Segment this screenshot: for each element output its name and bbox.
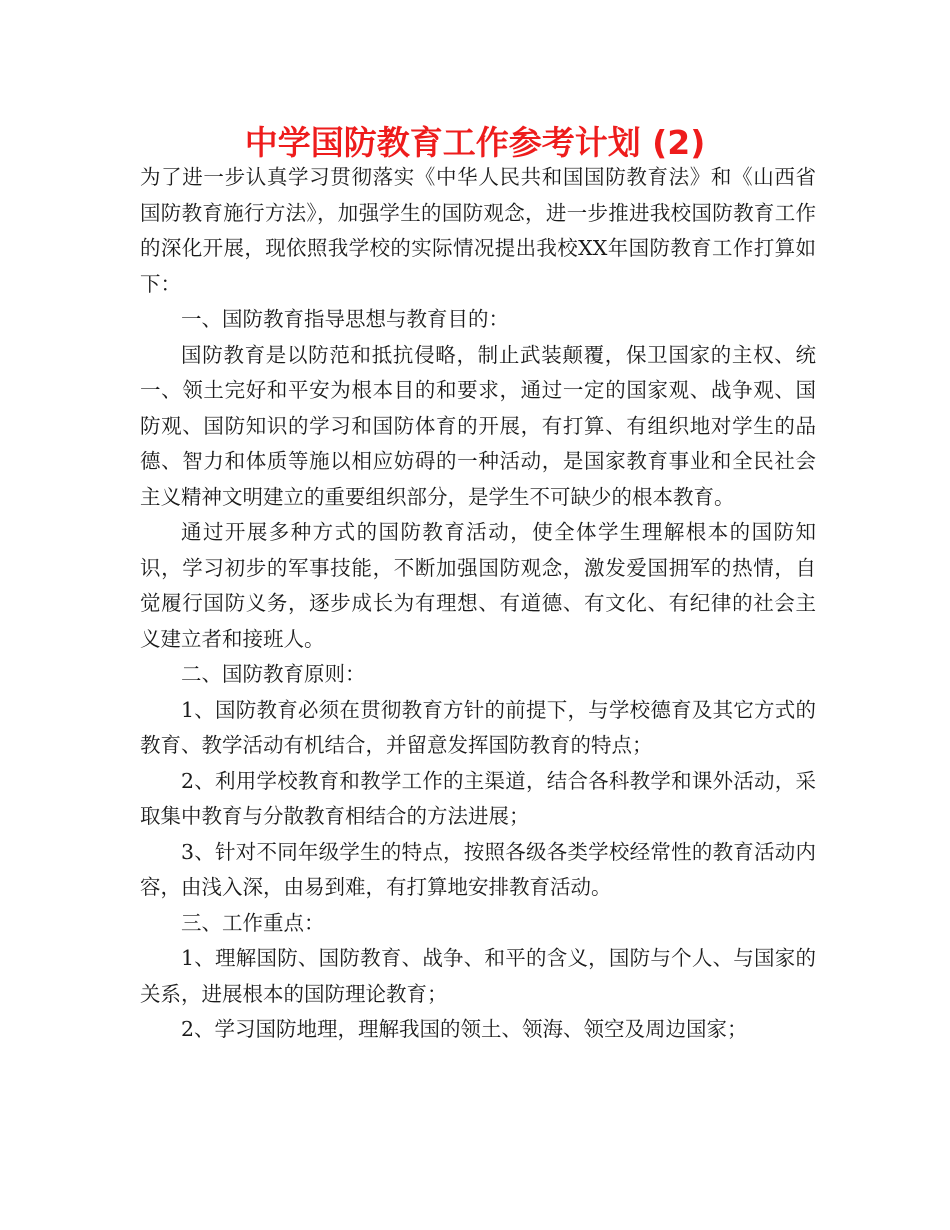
document-body — [140, 160, 816, 1048]
body-paragraph: 一、国防教育指导思想与教育目的： — [181, 307, 509, 331]
body-paragraph: 二、国防教育原则： — [181, 662, 366, 686]
body-paragraph: 国防教育是以防范和抵抗侵略，制止武装颠覆，保卫国家的主权、统一、领土完好和平安为根本目的和要求，通过一定的国家观、战争观、国防观、国防知识的学习和国防体育的开展，有打算、有组织地对学生的品德、智力和体质等施以相应妨碍的一种活动，是国家教育事业和全民社会主义精神文明建立的重要组织部分，是学生不可缺少的根本教育。 — [140, 342, 816, 509]
body-paragraph: 三、工作重点： — [181, 910, 325, 935]
body-paragraph: 通过开展多种方式的国防教育活动，使全体学生理解根本的国防知识，学习初步的军事技能，不断加强国防观念，激发爱国拥军的热情，自觉履行国防义务，逐步成长为有理想、有道德、有文化、有纪律的社会主义建立者和接班人。 — [140, 520, 816, 651]
document-title: 中学国防教育工作参考计划 (2) — [244, 123, 706, 162]
body-paragraph: 1、理解国防、国防教育、战争、和平的含义，国防与个人、与国家的关系，进展根本的国防理论教育； — [140, 946, 816, 1006]
body-paragraph: 为了进一步认真学习贯彻落实《中华人民共和国国防教育法》和《山西省国防教育施行方法》，加强学生的国防观念，进一步推进我校国防教育工作的深化开展，现依照我学校的实际情况提出我校XX年国防教育工作打算如下： — [140, 165, 816, 296]
body-paragraph: 2、利用学校教育和教学工作的主渠道，结合各科教学和课外活动，采取集中教育与分散教育相结合的方法进展； — [140, 768, 816, 828]
body-paragraph: 3、针对不同年级学生的特点，按照各级各类学校经常性的教育活动内容，由浅入深，由易到难，有打算地安排教育活动。 — [140, 839, 816, 899]
body-paragraph: 2、学习国防地理，理解我国的领土、领海、领空及周边国家； — [181, 1017, 748, 1041]
body-paragraph: 1、国防教育必须在贯彻教育方针的前提下，与学校德育及其它方式的教育、教学活动有机结合，并留意发挥国防教育的特点； — [140, 697, 816, 757]
